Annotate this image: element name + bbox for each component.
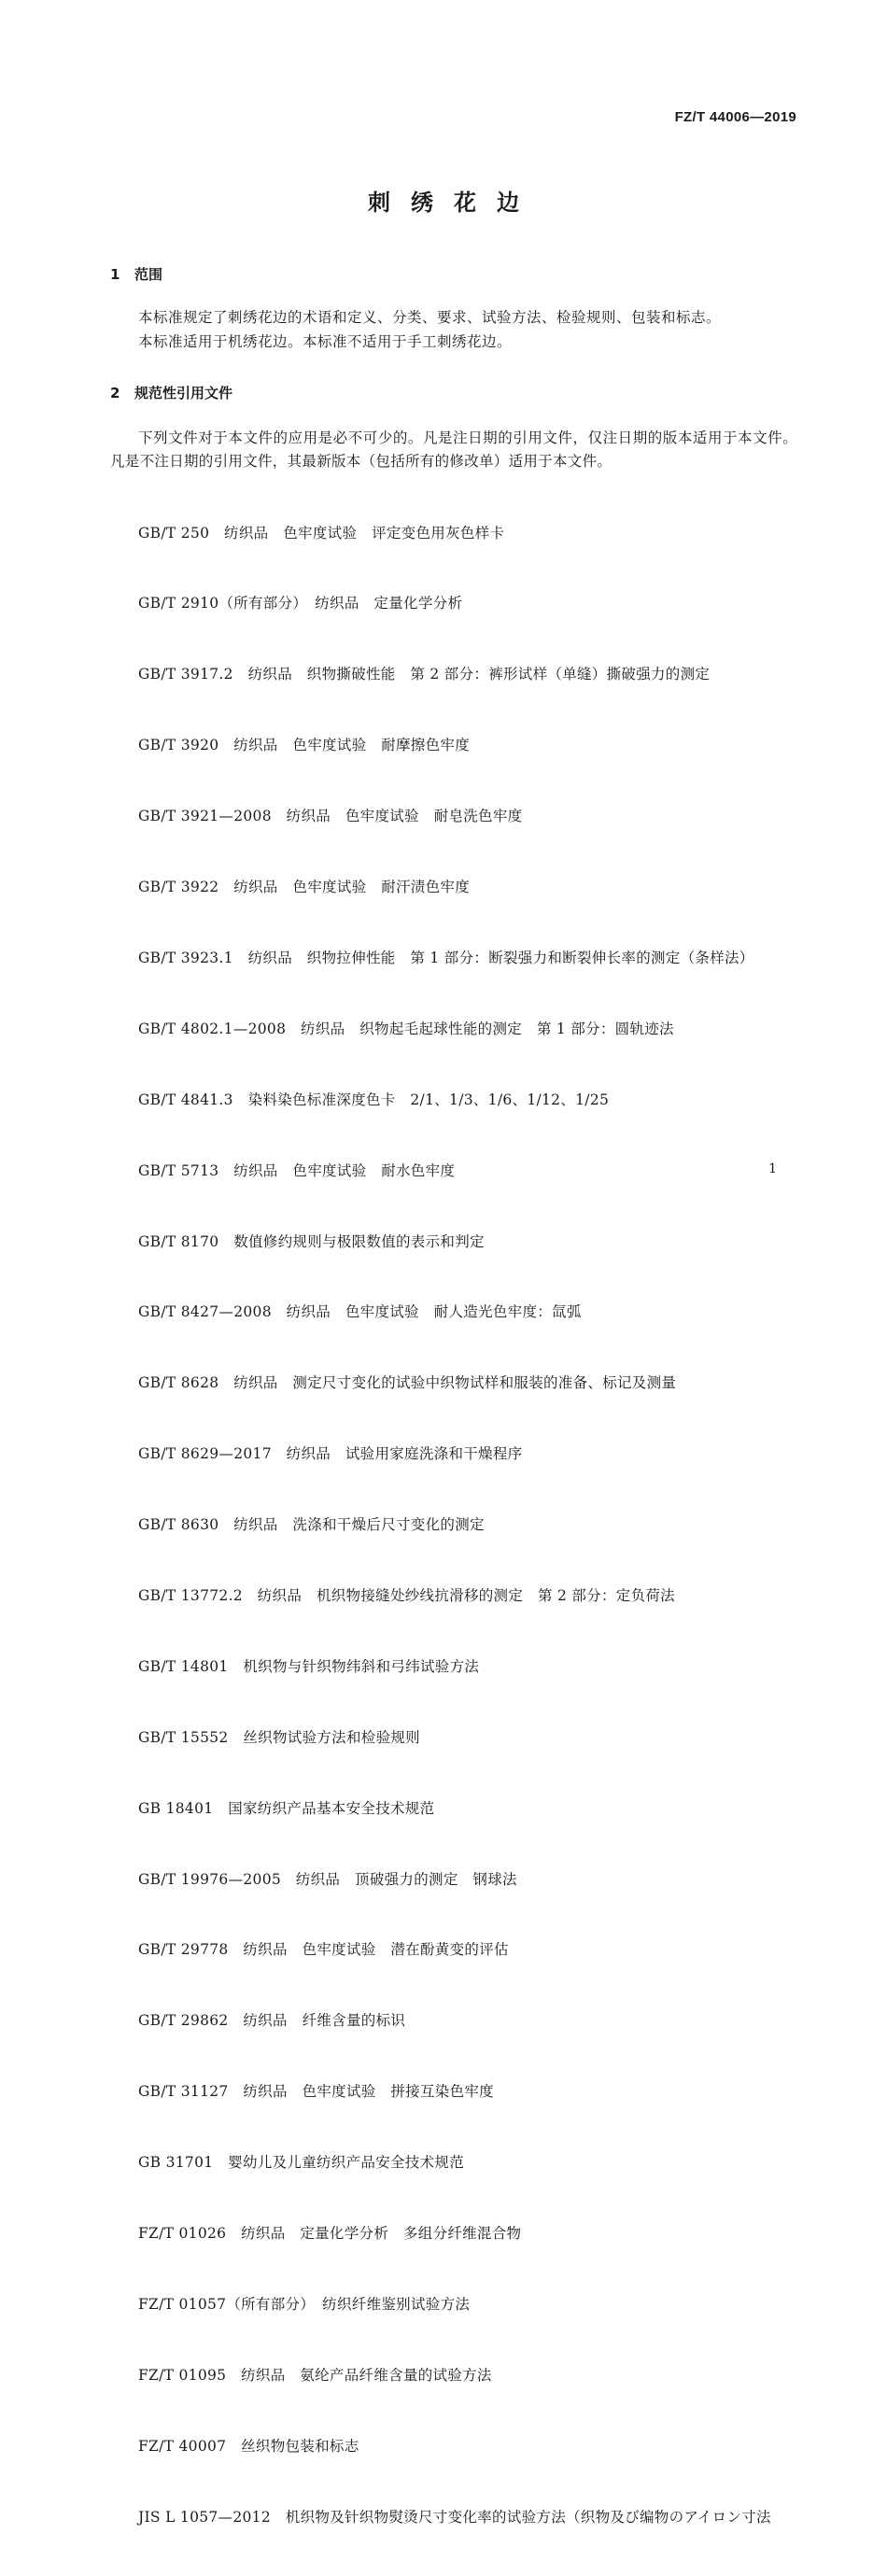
document-title: 刺绣花边 <box>368 190 540 216</box>
section-1-title: 范围 <box>134 266 163 283</box>
reference-item: GB 18401 国家纺织产品基本安全技术规范 <box>138 1799 435 1817</box>
reference-item: JIS L 1057—2012 机织物及针织物熨烫尺寸变化率的试验方法（织物及び编物のアイロン寸法 <box>138 2508 771 2526</box>
page-number: 1 <box>768 1161 777 1176</box>
section-1-paragraph: 本标准适用于机绣花边。本标准不适用于手工刺绣花边。 <box>138 333 513 350</box>
reference-item: GB/T 8170 数值修约规则与极限数值的表示和判定 <box>138 1232 485 1250</box>
reference-list <box>138 474 810 2576</box>
reference-item: GB 31701 婴幼儿及儿童纺织产品安全技术规范 <box>138 2154 465 2172</box>
reference-item: GB/T 31127 纺织品 色牢度试验 拼接互染色牢度 <box>138 2083 494 2101</box>
reference-item: FZ/T 01057（所有部分） 纺织纤维鉴别试验方法 <box>138 2295 471 2313</box>
reference-item: GB/T 2910（所有部分） 纺织品 定量化学分析 <box>138 595 463 612</box>
section-2-intro: 下列文件对于本文件的应用是必不可少的。凡是注日期的引用文件，仅注日期的版本适用于本文件。凡是不注日期的引用文件，其最新版本（包括所有的修改单）适用于本文件。 <box>110 429 797 470</box>
reference-item: GB/T 5713 纺织品 色牢度试验 耐水色牢度 <box>138 1161 456 1179</box>
section-1-heading <box>110 264 162 284</box>
reference-item: GB/T 250 纺织品 色牢度试验 评定变色用灰色样卡 <box>138 524 505 542</box>
reference-item: GB/T 19976—2005 纺织品 顶破强力的测定 钢球法 <box>138 1870 517 1888</box>
reference-item: GB/T 14801 机织物与针织物纬斜和弓纬试验方法 <box>138 1657 480 1675</box>
reference-item: GB/T 3920 纺织品 色牢度试验 耐摩擦色牢度 <box>138 737 471 754</box>
reference-item: FZ/T 01095 纺织品 氨纶产品纤维含量的试验方法 <box>138 2366 492 2384</box>
reference-item: GB/T 15552 丝织物试验方法和检验规则 <box>138 1728 420 1746</box>
reference-item: GB/T 29862 纺织品 纤维含量的标识 <box>138 2012 406 2030</box>
reference-item: GB/T 8628 纺织品 测定尺寸变化的试验中织物试样和服装的准备、标记及测量 <box>138 1374 677 1392</box>
reference-item: GB/T 8427—2008 纺织品 色牢度试验 耐人造光色牢度：氙弧 <box>138 1303 582 1321</box>
section-2-number: 2 <box>110 385 120 401</box>
section-2-title: 规范性引用文件 <box>134 385 233 401</box>
reference-item: GB/T 3922 纺织品 色牢度试验 耐汗渍色牢度 <box>138 879 471 896</box>
reference-item: GB/T 3917.2 纺织品 织物撕破性能 第 2 部分：裤形试样（单缝）撕破强力的测定 <box>138 666 711 683</box>
section-2-heading <box>110 383 232 402</box>
reference-item: GB/T 3921—2008 纺织品 色牢度试验 耐皂洗色牢度 <box>138 808 523 825</box>
reference-item: GB/T 8629—2017 纺织品 试验用家庭洗涤和干燥程序 <box>138 1445 523 1463</box>
reference-item: GB/T 4841.3 染料染色标准深度色卡 2/1、1/3、1/6、1/12、1/25 <box>138 1091 610 1108</box>
reference-item: GB/T 8630 纺织品 洗涤和干燥后尺寸变化的测定 <box>138 1516 485 1534</box>
reference-item: GB/T 13772.2 纺织品 机织物接缝处纱线抗滑移的测定 第 2 部分：定负荷法 <box>138 1586 675 1604</box>
reference-item: GB/T 29778 纺织品 色牢度试验 潜在酚黄变的评估 <box>138 1941 509 1959</box>
reference-item: FZ/T 01026 纺织品 定量化学分析 多组分纤维混合物 <box>138 2224 522 2242</box>
reference-item: GB/T 4802.1—2008 纺织品 织物起毛起球性能的测定 第 1 部分：圆轨迹法 <box>138 1020 674 1037</box>
reference-item: FZ/T 40007 丝织物包装和标志 <box>138 2437 359 2455</box>
reference-item: GB/T 3923.1 纺织品 织物拉伸性能 第 1 部分：断裂强力和断裂伸长率的测定（条样法） <box>138 949 754 966</box>
section-1-paragraph: 本标准规定了刺绣花边的术语和定义、分类、要求、试验方法、检验规则、包装和标志。 <box>138 309 722 326</box>
section-1-number: 1 <box>110 266 120 283</box>
standard-code: FZ/T 44006—2019 <box>674 109 796 125</box>
